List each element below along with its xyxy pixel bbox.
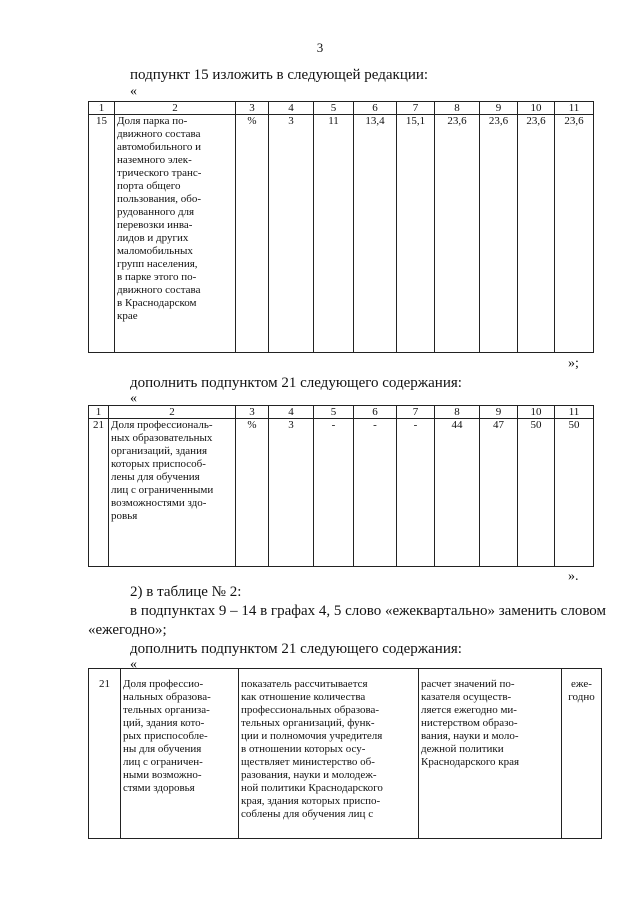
section1-close-quote: »; (568, 356, 579, 371)
header-cell: 8 (435, 102, 480, 115)
value-cell: 23,6 (518, 115, 555, 353)
value-cell: - (354, 419, 397, 567)
header-cell: 2 (109, 406, 236, 419)
indicator-name: Доля профессиональ- ных образовательных организаций, здания которых приспособ- лены для обучения лиц с ограниченными возможностями здо- ровья (109, 419, 236, 567)
indicator-name: Доля професcио- нальных образова- тельных организа- ций, здания кото- рых приспособле- ны для обучения лиц с ограничен- ными возможно- стями здоровья (121, 669, 239, 839)
value-cell: 3 (269, 115, 314, 353)
table-row (89, 419, 594, 567)
section3-intro: дополнить подпунктом 21 следующего содержания: (130, 641, 462, 657)
value-cell: 11 (314, 115, 354, 353)
header-cell: 4 (269, 102, 314, 115)
value-cell: 50 (555, 419, 594, 567)
indicator-name: Доля парка по- движного состава автомобильного и наземного элек- трического транс- порта общего пользования, обо- рудованного для перевозки инва- лидов и других маломобильных групп населения, в парке этого по- движного состава в Краснодарском крае (115, 115, 236, 353)
table-row (89, 115, 594, 353)
header-cell: 8 (435, 406, 480, 419)
value-cell: 23,6 (555, 115, 594, 353)
header-cell: 11 (555, 406, 594, 419)
header-cell: 9 (480, 406, 518, 419)
header-cell: 11 (555, 102, 594, 115)
header-cell: 5 (314, 102, 354, 115)
header-cell: 7 (397, 102, 435, 115)
value-cell: 47 (480, 419, 518, 567)
header-cell: 3 (236, 102, 269, 115)
replace-word: «ежегодно»; (88, 622, 167, 638)
calculation-responsible: расчет значений по- казателя осуществ- ляется ежегодно ми- нистерством образо- вания, науки и моло- дежной политики Краснодарского края (419, 669, 562, 839)
value-cell: 3 (269, 419, 314, 567)
value-cell: - (397, 419, 435, 567)
section1-open-quote: « (130, 84, 137, 99)
header-cell: 10 (518, 406, 555, 419)
table2-heading: 2) в таблице № 2: (130, 584, 242, 600)
value-cell: - (314, 419, 354, 567)
header-cell: 10 (518, 102, 555, 115)
header-cell: 3 (236, 406, 269, 419)
calculation-method: показатель рассчитывается как отношение количества профессиональных образова- тельных организаций, функ- ции и полномочия учредителя в отношении которых осу- ществляет министерство об- разования, науки и молодеж- ной политики Краснодарского края, здания которых приспо- соблены для обучения лиц с (239, 669, 419, 839)
header-cell: 5 (314, 406, 354, 419)
unit-cell: % (236, 419, 269, 567)
value-cell: 23,6 (435, 115, 480, 353)
page-number: 3 (316, 40, 324, 55)
header-cell: 1 (89, 102, 115, 115)
header-cell: 4 (269, 406, 314, 419)
header-cell: 6 (354, 102, 397, 115)
section1-intro: подпункт 15 изложить в следующей редакции: (130, 67, 429, 83)
value-cell: 13,4 (354, 115, 397, 353)
table-header-row (89, 406, 594, 419)
value-cell: 15,1 (397, 115, 435, 353)
header-cell: 2 (115, 102, 236, 115)
section2-open-quote: « (130, 391, 137, 406)
row-number: 15 (89, 115, 115, 353)
header-cell: 9 (480, 102, 518, 115)
row-number: 21 (89, 669, 121, 839)
header-cell: 1 (89, 406, 109, 419)
replace-instruction: в подпунктах 9 – 14 в графах 4, 5 слово «ежеквартально» заменить словом (130, 603, 607, 619)
value-cell: 44 (435, 419, 480, 567)
section3-open-quote: « (130, 657, 137, 672)
frequency-cell: еже- годно (562, 669, 602, 839)
header-cell: 6 (354, 406, 397, 419)
header-cell: 7 (397, 406, 435, 419)
unit-cell: % (236, 115, 269, 353)
table-15 (88, 101, 594, 353)
table-row (89, 669, 602, 839)
table-21 (88, 405, 594, 567)
table-2-row-21 (88, 668, 602, 839)
value-cell: 50 (518, 419, 555, 567)
row-number: 21 (89, 419, 109, 567)
section2-intro: дополнить подпунктом 21 следующего содержания: (130, 375, 462, 391)
table-header-row (89, 102, 594, 115)
value-cell: 23,6 (480, 115, 518, 353)
section2-close-quote: ». (568, 569, 579, 584)
